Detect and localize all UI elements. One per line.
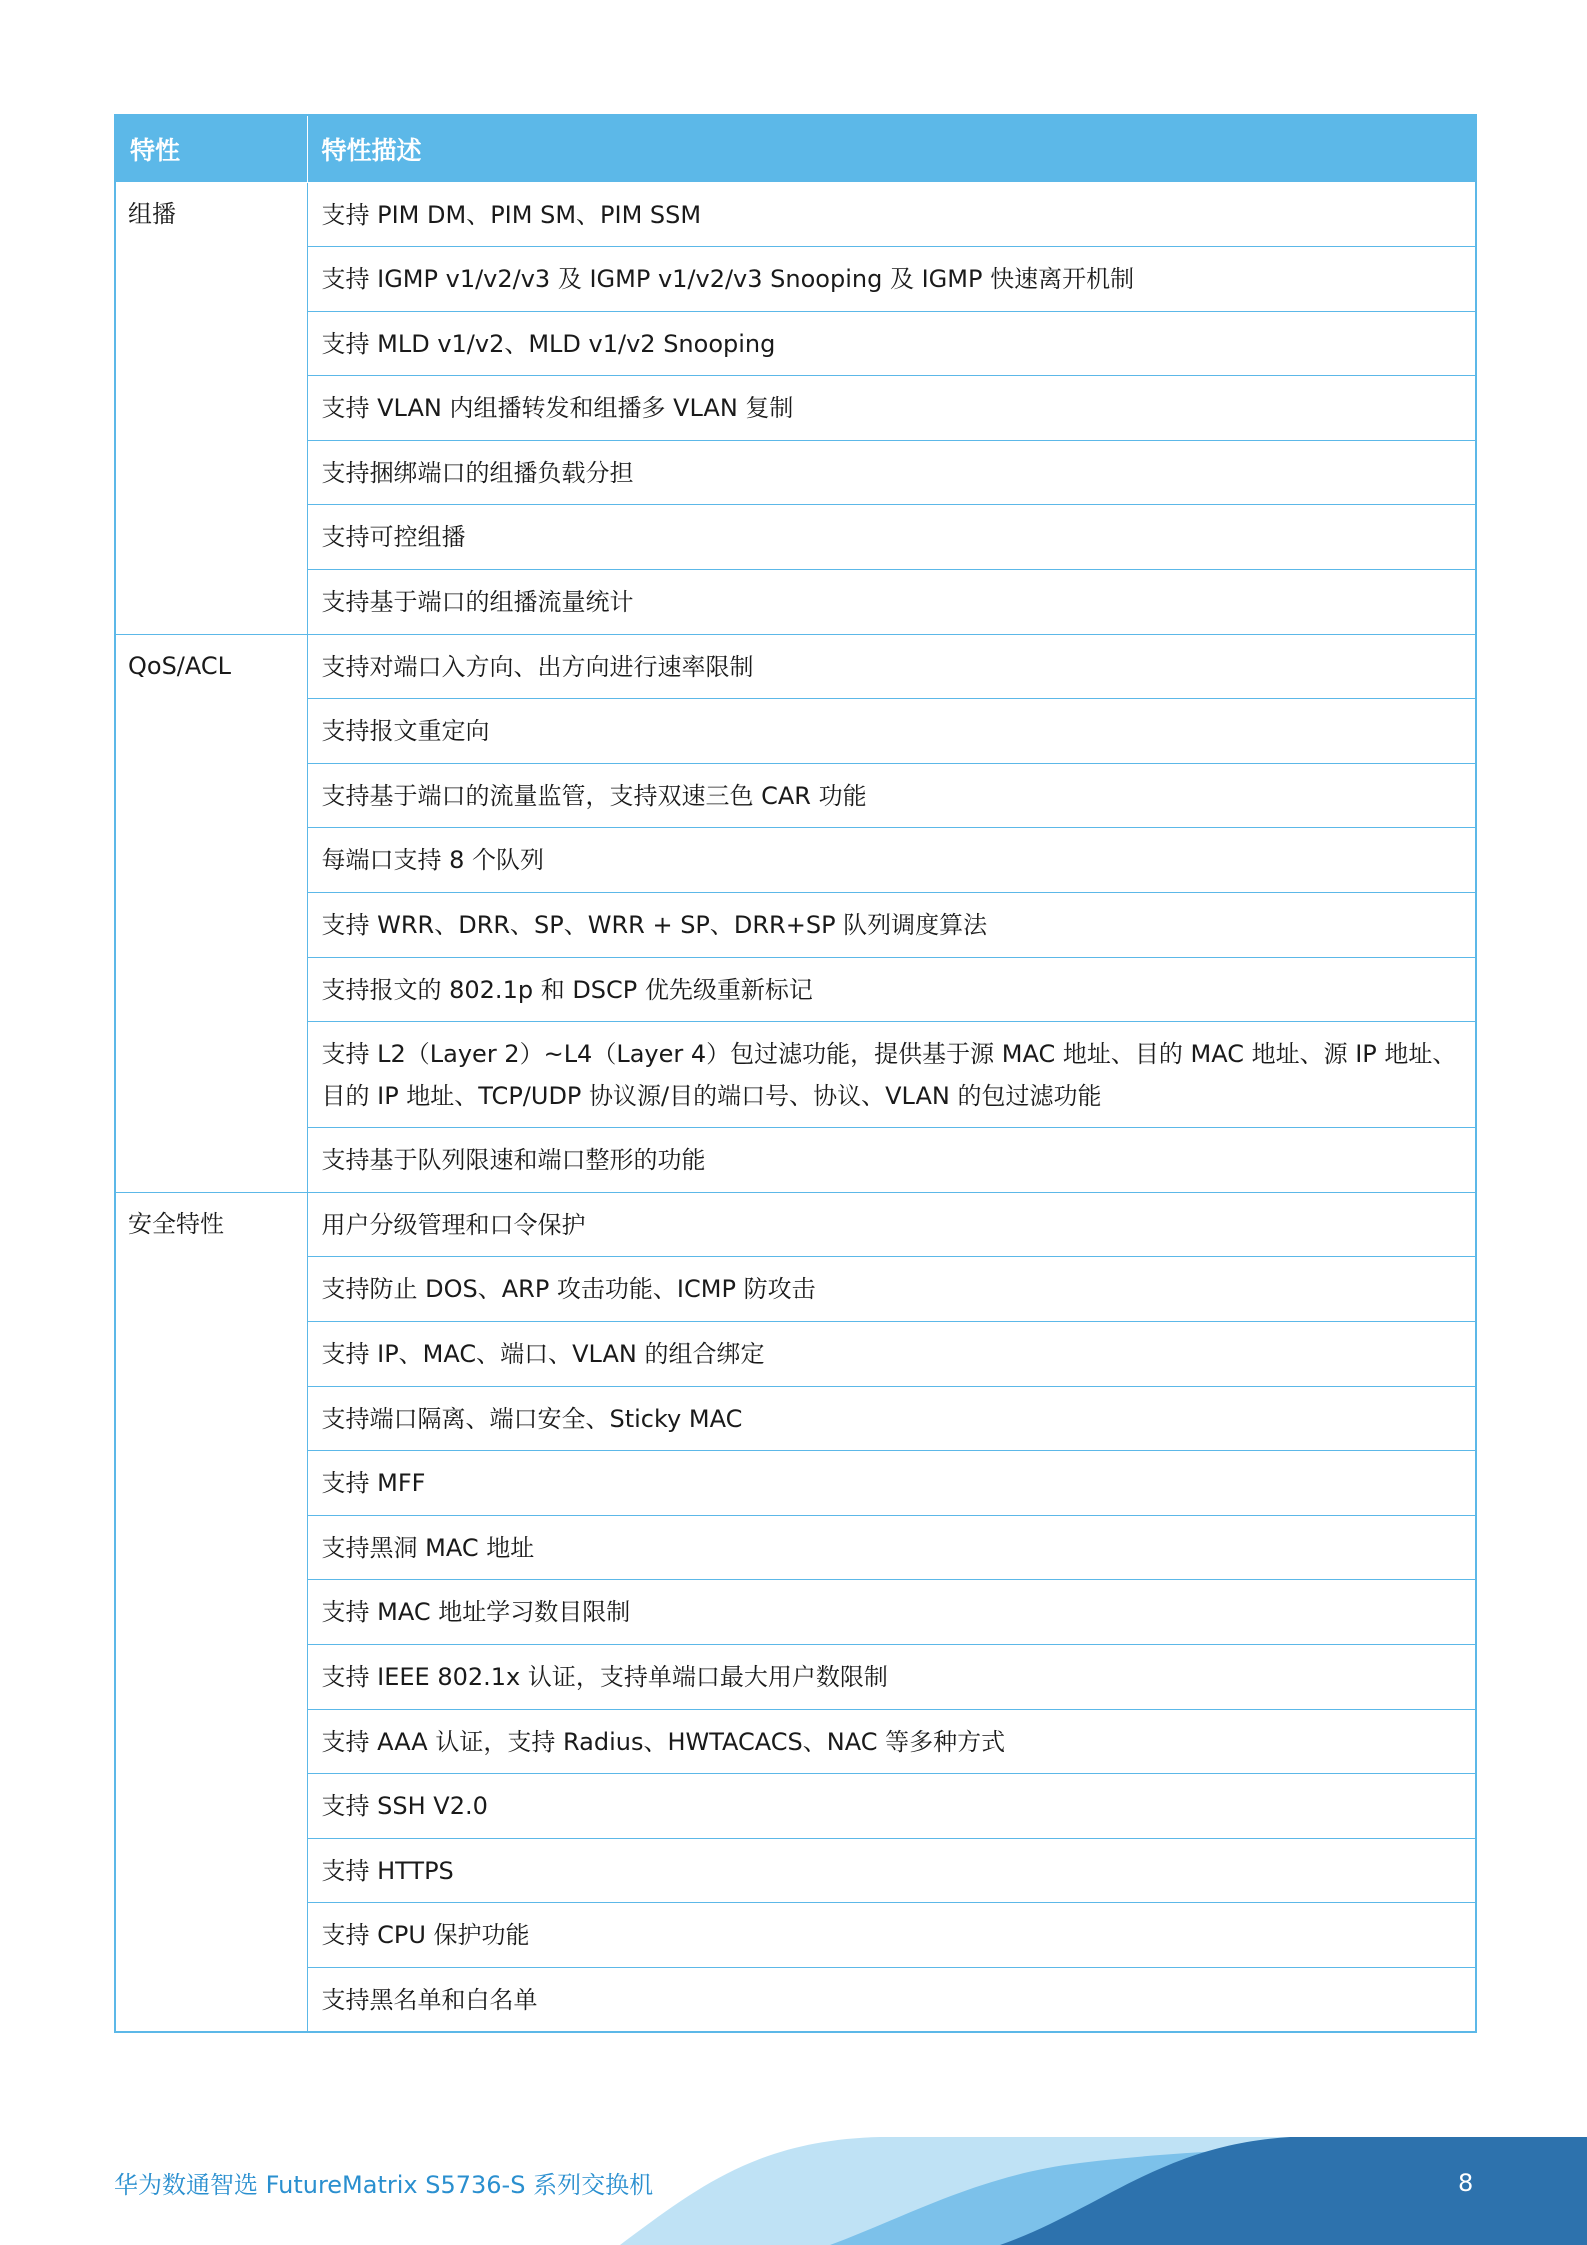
feature-description-cell: 支持 WRR、DRR、SP、WRR + SP、DRR+SP 队列调度算法 [307,893,1476,958]
feature-description-cell: 支持 MFF [307,1451,1476,1516]
feature-description-cell: 支持黑洞 MAC 地址 [307,1515,1476,1580]
table-row [115,1451,1476,1516]
header-feature-description: 特性描述 [307,115,1476,182]
feature-description-cell: 支持 VLAN 内组播转发和组播多 VLAN 复制 [307,376,1476,441]
table-row [115,1580,1476,1645]
table-header-row [115,115,1476,182]
table-row [115,828,1476,893]
table-row [115,1257,1476,1322]
feature-description-cell: 支持 CPU 保护功能 [307,1903,1476,1968]
feature-description-cell: 支持 PIM DM、PIM SM、PIM SSM [307,182,1476,247]
feature-description-cell: 支持报文重定向 [307,699,1476,764]
footer-document-title: 华为数通智选 FutureMatrix S5736-S 系列交换机 [114,2171,654,2199]
feature-category-cell: QoS/ACL [115,634,307,1192]
table-row [115,1386,1476,1451]
table-row [115,1022,1476,1128]
table-row [115,182,1476,247]
feature-description-cell: 支持报文的 802.1p 和 DSCP 优先级重新标记 [307,957,1476,1022]
table-row [115,376,1476,441]
table-row [115,1774,1476,1839]
table-row [115,1515,1476,1580]
feature-description-cell: 支持 SSH V2.0 [307,1774,1476,1839]
table-row [115,1903,1476,1968]
table-row [115,1644,1476,1709]
feature-description-cell: 每端口支持 8 个队列 [307,828,1476,893]
table-row [115,699,1476,764]
feature-description-cell: 支持基于端口的组播流量统计 [307,570,1476,635]
header-feature: 特性 [115,115,307,182]
feature-description-cell: 支持 MLD v1/v2、MLD v1/v2 Snooping [307,311,1476,376]
table-row [115,1128,1476,1193]
feature-description-cell: 支持基于队列限速和端口整形的功能 [307,1128,1476,1193]
feature-description-cell: 支持 HTTPS [307,1838,1476,1903]
feature-description-cell: 支持可控组播 [307,505,1476,570]
feature-description-cell: 支持捆绑端口的组播负载分担 [307,440,1476,505]
feature-category-cell: 组播 [115,182,307,634]
table-row [115,1967,1476,2032]
table-row [115,440,1476,505]
table-row [115,247,1476,312]
feature-description-cell: 支持 IGMP v1/v2/v3 及 IGMP v1/v2/v3 Snooping 及 IGMP 快速离开机制 [307,247,1476,312]
table-row [115,311,1476,376]
table-row [115,1838,1476,1903]
table-row [115,1192,1476,1257]
feature-description-cell: 用户分级管理和口令保护 [307,1192,1476,1257]
table-body [115,182,1476,2032]
feature-description-cell: 支持基于端口的流量监管，支持双速三色 CAR 功能 [307,763,1476,828]
feature-description-cell: 支持对端口入方向、出方向进行速率限制 [307,634,1476,699]
table-row [115,957,1476,1022]
feature-spec-table [114,114,1477,2033]
feature-description-cell: 支持 MAC 地址学习数目限制 [307,1580,1476,1645]
table-row [115,570,1476,635]
table-row [115,1322,1476,1387]
feature-description-cell: 支持 AAA 认证，支持 Radius、HWTACACS、NAC 等多种方式 [307,1709,1476,1774]
feature-description-cell: 支持黑名单和白名单 [307,1967,1476,2032]
feature-description-cell: 支持端口隔离、端口安全、Sticky MAC [307,1386,1476,1451]
feature-description-cell: 支持 L2（Layer 2）~L4（Layer 4）包过滤功能，提供基于源 MAC 地址、目的 MAC 地址、源 IP 地址、目的 IP 地址、TCP/UDP 协议源/目的端口号、协议、VLAN 的包过滤功能 [307,1022,1476,1128]
table-row [115,893,1476,958]
feature-description-cell: 支持 IP、MAC、端口、VLAN 的组合绑定 [307,1322,1476,1387]
page-number: 8 [1458,2169,1474,2197]
table-row [115,634,1476,699]
table-row [115,505,1476,570]
feature-description-cell: 支持防止 DOS、ARP 攻击功能、ICMP 防攻击 [307,1257,1476,1322]
table-row [115,1709,1476,1774]
feature-description-cell: 支持 IEEE 802.1x 认证，支持单端口最大用户数限制 [307,1644,1476,1709]
table-row [115,763,1476,828]
feature-category-cell: 安全特性 [115,1192,307,2032]
